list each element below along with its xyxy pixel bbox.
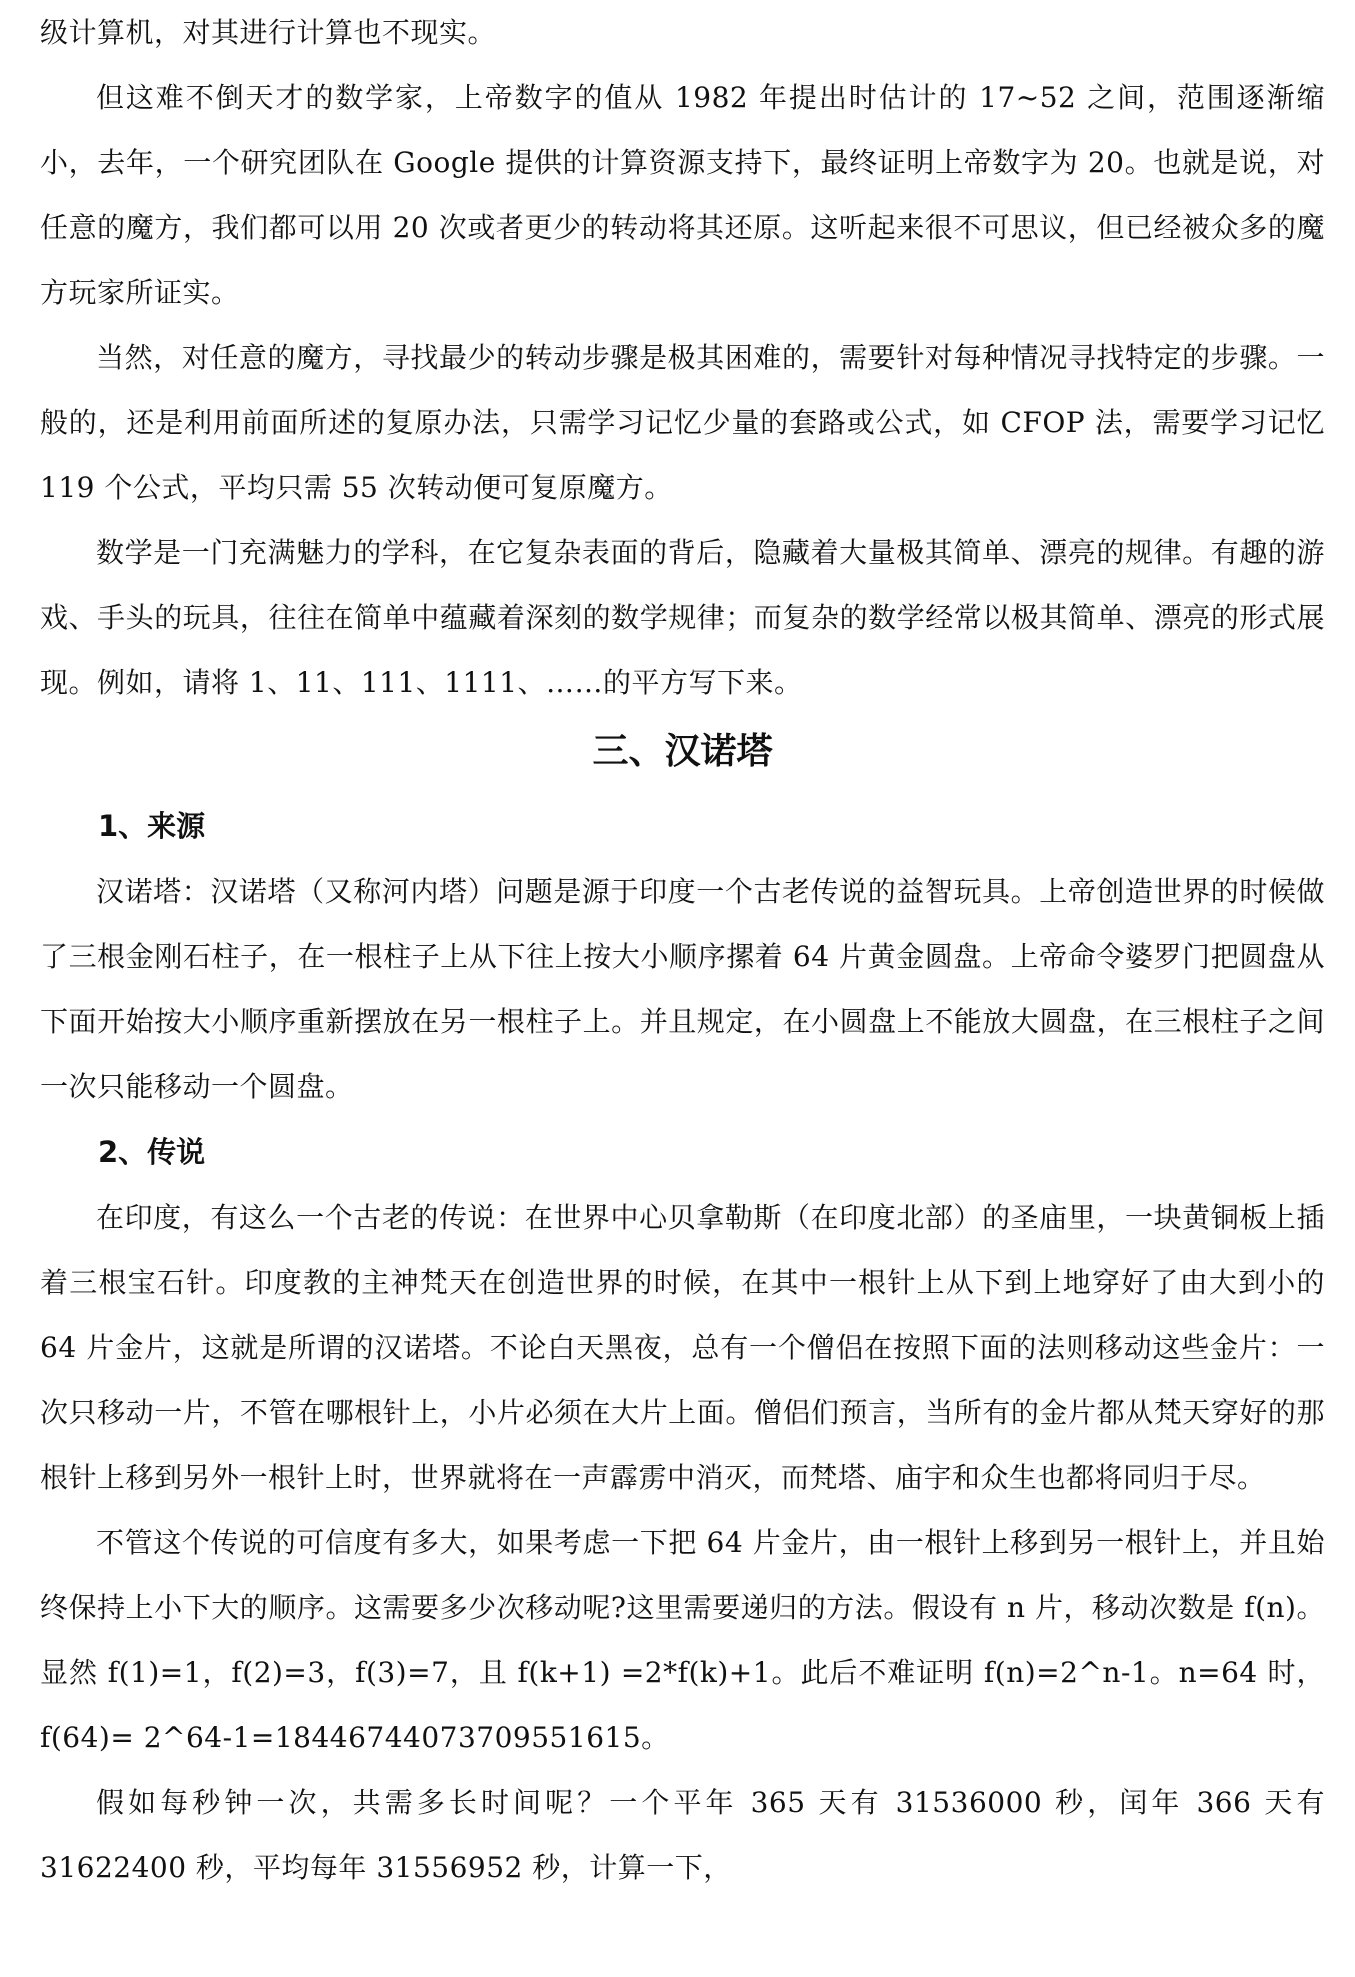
paragraph-cfop: 当然，对任意的魔方，寻找最少的转动步骤是极其困难的，需要针对每种情况寻找特定的步骤。一般的，还是利用前面所述的复原办法，只需学习记忆少量的套路或公式，如 CFOP 法，需要学习记忆 119 个公式，平均只需 55 次转动便可复原魔方。: [40, 341, 1325, 504]
paragraph-legend: 在印度，有这么一个古老的传说：在世界中心贝拿勒斯（在印度北部）的圣庙里，一块黄铜板上插着三根宝石针。印度教的主神梵天在创造世界的时候，在其中一根针上从下到上地穿好了由大到小的 64 片金片，这就是所谓的汉诺塔。不论白天黑夜，总有一个僧侣在按照下面的法则移动这些金片：一次只移动一片，不管在哪根针上，小片必须在大片上面。僧侣们预言，当所有的金片都从梵天穿好的那根针上移到另外一根针上时，世界就将在一声霹雳中消灭，而梵塔、庙宇和众生也都将同归于尽。: [40, 1201, 1325, 1494]
subsection-heading-origin: 1、来源: [98, 809, 206, 843]
paragraph-continuation: 级计算机，对其进行计算也不现实。: [40, 16, 497, 49]
document-page: [40, 0, 1325, 1900]
paragraph-recursion: 不管这个传说的可信度有多大，如果考虑一下把 64 片金片，由一根针上移到另一根针上，并且始终保持上小下大的顺序。这需要多少次移动呢?这里需要递归的方法。假设有 n 片，移动次数是 f(n)。显然 f(1)=1，f(2)=3，f(3)=7，且 f(k+1) =2*f(k)+1。此后不难证明 f(n)=2^n-1。n=64 时，f(64)= 2^64-1=18446744073709551615。: [40, 1526, 1326, 1754]
paragraph-origin: 汉诺塔：汉诺塔（又称河内塔）问题是源于印度一个古老传说的益智玩具。上帝创造世界的时候做了三根金刚石柱子，在一根柱子上从下往上按大小顺序摞着 64 片黄金圆盘。上帝命令婆罗门把圆盘从下面开始按大小顺序重新摆放在另一根柱子上。并且规定，在小圆盘上不能放大圆盘，在三根柱子之间一次只能移动一个圆盘。: [40, 875, 1325, 1103]
subsection-heading-legend: 2、传说: [98, 1135, 206, 1169]
paragraph-math-beauty: 数学是一门充满魅力的学科，在它复杂表面的背后，隐藏着大量极其简单、漂亮的规律。有趣的游戏、手头的玩具，往往在简单中蕴藏着深刻的数学规律；而复杂的数学经常以极其简单、漂亮的形式展现。例如，请将 1、11、111、1111、……的平方写下来。: [40, 536, 1325, 699]
paragraph-gods-number: 但这难不倒天才的数学家，上帝数字的值从 1982 年提出时估计的 17~52 之间，范围逐渐缩小，去年，一个研究团队在 Google 提供的计算资源支持下，最终证明上帝数字为 20。也就是说，对任意的魔方，我们都可以用 20 次或者更少的转动将其还原。这听起来很不可思议，但已经被众多的魔方玩家所证实。: [40, 81, 1325, 309]
section-title: 三、汉诺塔: [592, 731, 773, 772]
paragraph-time-calc: 假如每秒钟一次，共需多长时间呢？一个平年 365 天有 31536000 秒，闰年 366 天有 31622400 秒，平均每年 31556952 秒，计算一下，: [40, 1786, 1325, 1884]
